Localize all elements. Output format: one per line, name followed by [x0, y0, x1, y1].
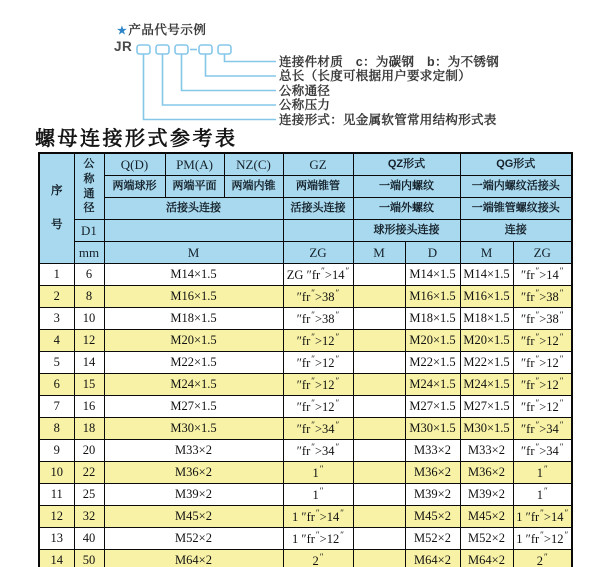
cell-qz-m [353, 286, 405, 308]
cell-qg-zg: ″fr″>12″ [513, 330, 572, 352]
cell-no: 9 [39, 440, 74, 462]
table-row [39, 528, 572, 550]
diagram-label-material: 连接件材质 c：为碳钢 b：为不锈钢 [279, 55, 499, 69]
cell-dn: 18 [74, 418, 104, 440]
header-q: Q(D) [104, 153, 165, 176]
cell-qg-m: M16×1.5 [460, 286, 513, 308]
star-icon: ★ [117, 25, 128, 37]
table-body [39, 264, 572, 567]
cell-qz-d: M18×1.5 [405, 308, 460, 330]
header-d1: D1 [74, 220, 104, 242]
cell-qz-m [353, 374, 405, 396]
cell-no: 8 [39, 418, 74, 440]
header-empty-1 [104, 220, 283, 242]
cell-m: M16×1.5 [104, 286, 283, 308]
table-row [39, 484, 572, 506]
diagram-label-length: 总长（长度可根据用户要求定制） [279, 69, 472, 83]
cell-gz: 1″ [283, 462, 353, 484]
table-row [39, 264, 572, 286]
cell-gz: ″fr″>38″ [283, 286, 353, 308]
cell-no: 10 [39, 462, 74, 484]
header-gz: GZ [283, 153, 353, 176]
cell-qz-m [353, 418, 405, 440]
cell-dn: 25 [74, 484, 104, 506]
cell-qg-zg: 1 ″fr″>14″ [513, 506, 572, 528]
cell-qz-m [353, 484, 405, 506]
cell-no: 2 [39, 286, 74, 308]
diagram-heading [117, 20, 206, 38]
cell-qz-m [353, 506, 405, 528]
reference-table [38, 152, 573, 567]
header-qg: QG形式 [460, 153, 572, 176]
cell-dn: 20 [74, 440, 104, 462]
cell-no: 6 [39, 374, 74, 396]
header-pm-sub: 两端平面 [165, 176, 224, 198]
cell-no: 14 [39, 550, 74, 567]
cell-m: M64×2 [104, 550, 283, 567]
cell-m: M20×1.5 [104, 330, 283, 352]
table-row [39, 374, 572, 396]
cell-no: 3 [39, 308, 74, 330]
cell-m: M14×1.5 [104, 264, 283, 286]
diagram-label-connection: 连接形式：见金属软管常用结构形式表 [279, 113, 497, 127]
code-segment-box [199, 45, 212, 54]
cell-qz-d: M24×1.5 [405, 374, 460, 396]
header-dn [74, 153, 104, 220]
cell-qg-zg: 1 ″fr″>12″ [513, 528, 572, 550]
cell-qg-zg: ″fr″>38″ [513, 308, 572, 330]
header-qg-conn: 连接 [460, 220, 572, 242]
cell-gz: 1 ″fr″>14″ [283, 506, 353, 528]
cell-qg-zg: 1″ [513, 484, 572, 506]
code-segment-box [175, 45, 188, 54]
leader-line [206, 54, 277, 76]
header-qg-sub1: 一端内螺纹活接头 [460, 176, 572, 198]
table-row [39, 330, 572, 352]
cell-gz: ″fr″>12″ [283, 396, 353, 418]
cell-qg-m: M27×1.5 [460, 396, 513, 418]
cell-qz-d: M22×1.5 [405, 352, 460, 374]
cell-qg-m: M36×2 [460, 462, 513, 484]
header-row-5 [39, 242, 572, 264]
table-row [39, 286, 572, 308]
cell-no: 13 [39, 528, 74, 550]
cell-qz-d: M64×2 [405, 550, 460, 567]
cell-qz-m [353, 462, 405, 484]
code-segment-box [137, 45, 150, 54]
table-row [39, 506, 572, 528]
diagram-label-diameter: 公称通径 [279, 84, 331, 98]
cell-qg-zg: ″fr″>34″ [513, 440, 572, 462]
cell-dn: 15 [74, 374, 104, 396]
header-pm: PM(A) [165, 153, 224, 176]
header-m: M [104, 242, 283, 264]
header-gz-conn: 活接头连接 [283, 198, 353, 220]
cell-no: 4 [39, 330, 74, 352]
header-qg-zg: ZG [513, 242, 572, 264]
header-empty-2 [283, 220, 353, 242]
cell-m: M24×1.5 [104, 374, 283, 396]
header-dn-label: 公称通径 [83, 157, 95, 215]
cell-dn: 50 [74, 550, 104, 567]
cell-m: M27×1.5 [104, 396, 283, 418]
cell-dn: 10 [74, 308, 104, 330]
cell-qg-zg: ″fr″>34″ [513, 418, 572, 440]
cell-gz: ″fr″>12″ [283, 352, 353, 374]
cell-qz-m [353, 264, 405, 286]
cell-gz: ″fr″>12″ [283, 374, 353, 396]
cell-no: 1 [39, 264, 74, 286]
cell-qg-m: M14×1.5 [460, 264, 513, 286]
cell-m: M36×2 [104, 462, 283, 484]
cell-qz-m [353, 550, 405, 567]
table-row [39, 462, 572, 484]
cell-qz-m [353, 308, 405, 330]
cell-qg-m: M22×1.5 [460, 352, 513, 374]
cell-qz-m [353, 352, 405, 374]
header-row-4 [39, 220, 572, 242]
cell-dn: 32 [74, 506, 104, 528]
cell-qg-zg: 1″ [513, 462, 572, 484]
header-qz: QZ形式 [353, 153, 460, 176]
cell-no: 12 [39, 506, 74, 528]
cell-no: 11 [39, 484, 74, 506]
cell-gz: ″fr″>34″ [283, 418, 353, 440]
header-seq [39, 153, 74, 264]
cell-qg-zg: ″fr″>14″ [513, 264, 572, 286]
cell-qg-m: M52×2 [460, 528, 513, 550]
table-row [39, 550, 572, 567]
cell-qg-m: M20×1.5 [460, 330, 513, 352]
cell-qz-m [353, 396, 405, 418]
header-seq-label: 序号 [51, 185, 63, 231]
cell-no: 7 [39, 396, 74, 418]
table-row [39, 440, 572, 462]
cell-m: M30×1.5 [104, 418, 283, 440]
cell-gz: ″fr″>34″ [283, 440, 353, 462]
leader-line [225, 54, 277, 62]
leader-line [144, 54, 277, 120]
table-title: 螺母连接形式参考表 [35, 128, 238, 150]
diagram-label-pressure: 公称压力 [279, 98, 331, 112]
header-zg: ZG [283, 242, 353, 264]
cell-qg-m: M33×2 [460, 440, 513, 462]
cell-qg-zg: ″fr″>12″ [513, 352, 572, 374]
cell-dn: 6 [74, 264, 104, 286]
cell-dn: 22 [74, 462, 104, 484]
cell-gz: ″fr″>12″ [283, 330, 353, 352]
header-qg-m: M [460, 242, 513, 264]
header-qz-sub2: 一端外螺纹 [353, 198, 460, 220]
cell-qg-zg: 2″ [513, 550, 572, 567]
cell-no: 5 [39, 352, 74, 374]
header-row-3 [39, 198, 572, 220]
header-qz-d: D [405, 242, 460, 264]
cell-qz-m [353, 330, 405, 352]
cell-qg-zg: ″fr″>38″ [513, 286, 572, 308]
cell-qz-d: M52×2 [405, 528, 460, 550]
header-row-1 [39, 153, 572, 176]
cell-m: M39×2 [104, 484, 283, 506]
cell-qg-m: M39×2 [460, 484, 513, 506]
cell-qz-d: M16×1.5 [405, 286, 460, 308]
header-qz-sub1: 一端内螺纹 [353, 176, 460, 198]
cell-qg-m: M30×1.5 [460, 418, 513, 440]
cell-gz: 1 ″fr″>12″ [283, 528, 353, 550]
table-row [39, 352, 572, 374]
cell-m: M18×1.5 [104, 308, 283, 330]
cell-qz-d: M30×1.5 [405, 418, 460, 440]
header-union-conn: 活接头连接 [104, 198, 283, 220]
header-gz-sub: 两端锥管 [283, 176, 353, 198]
cell-gz: 2″ [283, 550, 353, 567]
cell-dn: 40 [74, 528, 104, 550]
cell-gz: 1″ [283, 484, 353, 506]
cell-dn: 8 [74, 286, 104, 308]
header-q-sub: 两端球形 [104, 176, 165, 198]
code-segment-box [156, 45, 169, 54]
cell-qg-m: M45×2 [460, 506, 513, 528]
cell-dn: 12 [74, 330, 104, 352]
cell-gz: ″fr″>38″ [283, 308, 353, 330]
cell-m: M22×1.5 [104, 352, 283, 374]
cell-qg-zg: ″fr″>12″ [513, 374, 572, 396]
leader-line [182, 54, 277, 91]
cell-qz-m [353, 528, 405, 550]
code-prefix: JR [114, 39, 133, 54]
cell-qg-m: M18×1.5 [460, 308, 513, 330]
table-row [39, 396, 572, 418]
header-qg-sub2: 一端锥管螺纹接头 [460, 198, 572, 220]
cell-qz-m [353, 440, 405, 462]
cell-qg-zg: ″fr″>12″ [513, 396, 572, 418]
cell-m: M45×2 [104, 506, 283, 528]
cell-qz-d: M27×1.5 [405, 396, 460, 418]
table-row [39, 418, 572, 440]
diagram-heading-text: 产品代号示例 [128, 23, 207, 37]
cell-qg-m: M24×1.5 [460, 374, 513, 396]
cell-qz-d: M14×1.5 [405, 264, 460, 286]
header-qz-m: M [353, 242, 405, 264]
header-mm: mm [74, 242, 104, 264]
cell-qz-d: M45×2 [405, 506, 460, 528]
cell-qz-d: M36×2 [405, 462, 460, 484]
cell-qg-m: M64×2 [460, 550, 513, 567]
cell-qz-d: M33×2 [405, 440, 460, 462]
header-nz: NZ(C) [224, 153, 283, 176]
header-row-2 [39, 176, 572, 198]
cell-dn: 16 [74, 396, 104, 418]
header-nz-sub: 两端内锥 [224, 176, 283, 198]
header-qz-conn: 球形接头连接 [353, 220, 460, 242]
cell-dn: 14 [74, 352, 104, 374]
cell-m: M33×2 [104, 440, 283, 462]
table-row [39, 308, 572, 330]
cell-gz: ZG ″fr″>14″ [283, 264, 353, 286]
cell-qz-d: M20×1.5 [405, 330, 460, 352]
code-segment-box [218, 45, 231, 54]
cell-m: M52×2 [104, 528, 283, 550]
cell-qz-d: M39×2 [405, 484, 460, 506]
